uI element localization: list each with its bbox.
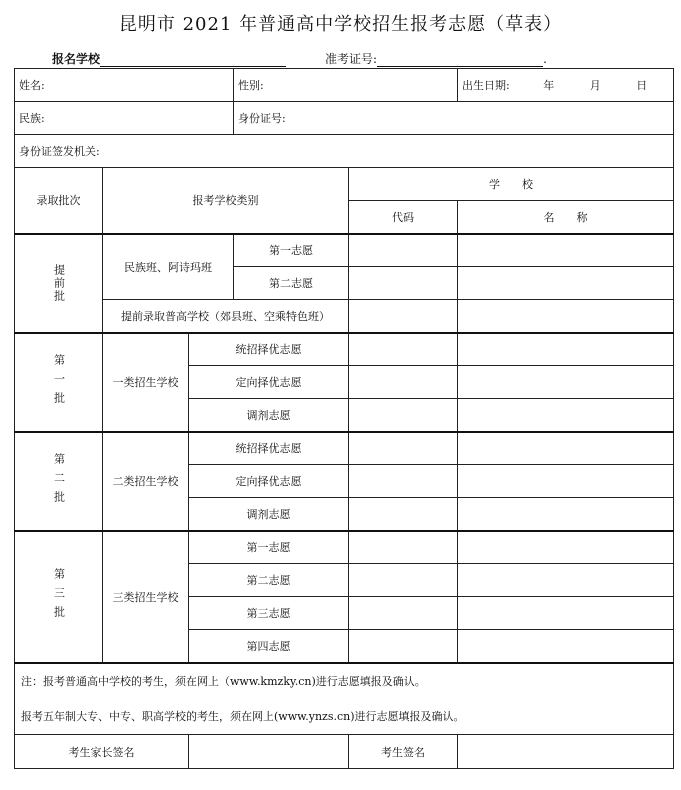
note-2: 报考五年制大专、中专、职高学校的考生，须在网上(www.ynzs.cn)进行志愿填报及确认。	[15, 699, 674, 735]
batch1-choice-1: 统招择优志愿	[189, 333, 349, 366]
batch2-row-1	[15, 432, 674, 465]
name-label: 姓名:	[19, 79, 45, 92]
name-header: 名 称	[458, 201, 674, 234]
batch2-label: 第二批	[15, 432, 103, 531]
batch2-choice-1-code[interactable]	[349, 432, 458, 465]
batch3-choice-2: 第二志愿	[189, 564, 349, 597]
application-form-table	[14, 68, 674, 769]
batch3-choice-2-name[interactable]	[458, 564, 674, 597]
early-batch-label: 提前批	[15, 234, 103, 333]
batch1-choice-2-name[interactable]	[458, 366, 674, 399]
early-choice-1-name[interactable]	[458, 234, 674, 267]
month-label: 月	[589, 79, 601, 92]
batch3-choice-4-name[interactable]	[458, 630, 674, 663]
batch3-choice-4-code[interactable]	[349, 630, 458, 663]
note-1: 注：报考普通高中学校的考生，须在网上（www.kmzky.cn)进行志愿填报及确认。	[15, 663, 674, 699]
student-signature-field[interactable]	[458, 735, 674, 769]
early-choice-2: 第二志愿	[234, 267, 349, 300]
batch1-choice-2-code[interactable]	[349, 366, 458, 399]
batch1-choice-1-name[interactable]	[458, 333, 674, 366]
batch2-choice-3-name[interactable]	[458, 498, 674, 531]
batch2-choice-1: 统招择优志愿	[189, 432, 349, 465]
table-header-row-1	[15, 168, 674, 201]
early-choice-1-code[interactable]	[349, 234, 458, 267]
id-number-cell[interactable]	[234, 102, 674, 135]
batch3-choice-2-code[interactable]	[349, 564, 458, 597]
school-field	[52, 50, 286, 67]
exam-no-label: 准考证号	[325, 52, 374, 66]
birth-cell[interactable]	[458, 69, 674, 102]
batch1-group-label: 一类招生学校	[103, 333, 189, 432]
exam-no-field: 准考证号: .	[325, 52, 547, 66]
ethnicity-row	[15, 102, 674, 135]
early-choice-1: 第一志愿	[234, 234, 349, 267]
batch1-choice-3: 调剂志愿	[189, 399, 349, 432]
batch2-choice-3-code[interactable]	[349, 498, 458, 531]
id-authority-row	[15, 135, 674, 168]
ethnicity-label: 民族:	[19, 112, 45, 125]
early-group-label: 民族班、阿诗玛班	[103, 234, 234, 300]
ethnicity-cell[interactable]	[15, 102, 234, 135]
name-row	[15, 69, 674, 102]
school-label: 报名学校	[52, 52, 101, 66]
name-cell[interactable]	[15, 69, 234, 102]
signature-row	[15, 735, 674, 769]
batch2-choice-3: 调剂志愿	[189, 498, 349, 531]
batch2-group-label: 二类招生学校	[103, 432, 189, 531]
early-schools-name[interactable]	[458, 300, 674, 333]
batch1-choice-1-code[interactable]	[349, 333, 458, 366]
student-signature-label: 考生签名	[349, 735, 458, 769]
batch2-choice-2: 定向择优志愿	[189, 465, 349, 498]
batch2-choice-2-name[interactable]	[458, 465, 674, 498]
note-row-1	[15, 663, 674, 699]
id-authority-cell[interactable]	[15, 135, 674, 168]
batch3-choice-1-code[interactable]	[349, 531, 458, 564]
batch3-choice-1: 第一志愿	[189, 531, 349, 564]
id-number-label: 身份证号:	[238, 112, 286, 125]
school-header: 学 校	[349, 168, 674, 201]
exam-no-suffix: .	[543, 52, 547, 66]
batch3-label: 第三批	[15, 531, 103, 663]
batch1-choice-2: 定向择优志愿	[189, 366, 349, 399]
parent-signature-field[interactable]	[189, 735, 349, 769]
batch3-group-label: 三类招生学校	[103, 531, 189, 663]
gender-label: 性别:	[238, 79, 264, 92]
early-schools-code[interactable]	[349, 300, 458, 333]
parent-signature-label: 考生家长签名	[15, 735, 189, 769]
batch2-choice-1-name[interactable]	[458, 432, 674, 465]
early-schools-label: 提前录取普高学校（郊县班、空乘特色班）	[103, 300, 349, 333]
exam-no-input-line[interactable]	[377, 54, 543, 67]
batch3-choice-3-code[interactable]	[349, 597, 458, 630]
early-batch-row-1	[15, 234, 674, 267]
early-choice-2-code[interactable]	[349, 267, 458, 300]
batch1-row-1	[15, 333, 674, 366]
form-title: 昆明市 2021 年普通高中学校招生报考志愿（草表）	[118, 14, 563, 35]
batch3-choice-3: 第三志愿	[189, 597, 349, 630]
year-label: 年	[543, 79, 555, 92]
code-header: 代码	[349, 201, 458, 234]
batch1-choice-3-code[interactable]	[349, 399, 458, 432]
category-header: 报考学校类别	[103, 168, 349, 234]
day-label: 日	[636, 79, 648, 92]
early-batch-row-3	[15, 300, 674, 333]
batch3-row-1	[15, 531, 674, 564]
batch-header: 录取批次	[15, 168, 103, 234]
school-input-line[interactable]	[100, 54, 286, 67]
note-row-2	[15, 699, 674, 735]
gender-cell[interactable]	[234, 69, 458, 102]
batch3-choice-3-name[interactable]	[458, 597, 674, 630]
early-choice-2-name[interactable]	[458, 267, 674, 300]
batch2-choice-2-code[interactable]	[349, 465, 458, 498]
batch1-label: 第一批	[15, 333, 103, 432]
id-authority-label: 身份证签发机关:	[19, 145, 100, 158]
batch1-choice-3-name[interactable]	[458, 399, 674, 432]
birth-label: 出生日期:	[462, 79, 510, 92]
batch3-choice-1-name[interactable]	[458, 531, 674, 564]
batch3-choice-4: 第四志愿	[189, 630, 349, 663]
